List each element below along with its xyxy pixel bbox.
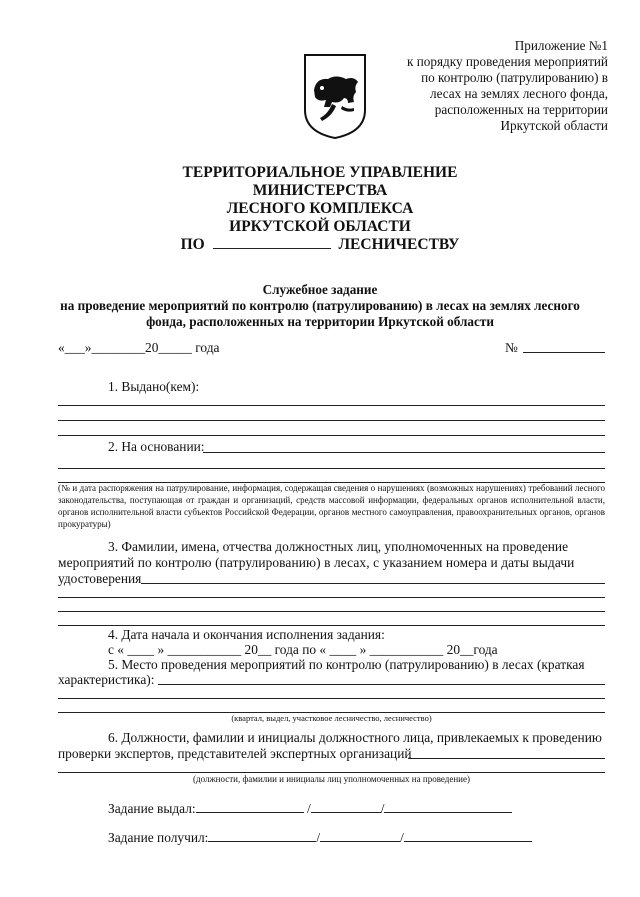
issued-by-line[interactable]: [58, 405, 605, 406]
issued-by-label: 1. Выдано(кем):: [108, 379, 200, 394]
place-line[interactable]: [58, 698, 605, 699]
heading-po: ПО: [180, 236, 205, 253]
names-text-line: удостоверения: [58, 571, 142, 586]
slash: /: [400, 830, 404, 845]
basis-note: (№ и дата распоряжения на патрулирование, информация, содержащая сведения о нарушениях (возможных нарушениях) требований лесного законодательства, поступающая от граждан и организаций, средств массовой информации, федеральных органов исполнительной власти, органов исполнительной власти субъектов Российской Федерации, органов местного самоуправления, правоохранительных органов, органов прокуратуры): [58, 483, 605, 529]
slash: /: [316, 830, 321, 845]
received-position-field[interactable]: [208, 829, 316, 842]
names-line[interactable]: [58, 611, 605, 612]
issued-name-field[interactable]: [384, 800, 512, 813]
dates-label: 4. Дата начала и окончания исполнения задания:: [108, 627, 385, 642]
document-title: [40, 282, 600, 330]
names-line[interactable]: [58, 597, 605, 598]
names-text-line: 3. Фамилии, имена, отчества должностных лиц, уполномоченных на проведение: [108, 539, 569, 554]
received-label: Задание получил:: [108, 830, 209, 845]
agency-heading: [0, 164, 640, 254]
basis-field[interactable]: [203, 452, 605, 453]
names-field[interactable]: [141, 583, 605, 584]
date-field[interactable]: «___»________20_____ года: [58, 340, 220, 355]
title-line: Служебное задание: [262, 282, 378, 297]
issued-position-field[interactable]: [196, 800, 304, 813]
received-signature-row: [108, 829, 532, 846]
number-field[interactable]: [523, 352, 605, 353]
received-signature-field[interactable]: [320, 829, 400, 842]
experts-text-line: проверки экспертов, представителей экспертных организаций: [58, 746, 412, 761]
basis-line[interactable]: [58, 468, 605, 469]
appendix-line: Приложение №1: [514, 38, 608, 53]
coat-of-arms-icon: [302, 52, 368, 140]
heading-forestry: ЛЕСНИЧЕСТВУ: [338, 236, 460, 253]
heading-line: МИНИСТЕРСТВА: [252, 182, 388, 199]
forestry-line: [0, 236, 640, 254]
issued-signature-row: [108, 800, 512, 817]
title-line: на проведение мероприятий по контролю (патрулированию) в лесах на землях лесного: [60, 298, 580, 313]
heading-line: ТЕРРИТОРИАЛЬНОЕ УПРАВЛЕНИЕ: [182, 164, 458, 181]
experts-field[interactable]: [408, 758, 605, 759]
issued-by-line[interactable]: [58, 420, 605, 421]
forestry-name-field[interactable]: [213, 236, 331, 249]
place-text-line: характеристика):: [58, 672, 155, 687]
heading-line: ИРКУТСКОЙ ОБЛАСТИ: [229, 218, 411, 235]
number-sign: [505, 340, 518, 356]
names-text-line: мероприятий по контролю (патрулированию) в лесах, с указанием номера и даты выдачи: [58, 555, 575, 570]
names-line[interactable]: [58, 625, 605, 626]
slash: /: [380, 801, 385, 816]
appendix-note: [388, 38, 608, 134]
place-note: (квартал, выдел, участковое лесничество, лесничество): [231, 713, 432, 723]
received-name-field[interactable]: [404, 829, 532, 842]
issued-by-line[interactable]: [58, 435, 605, 436]
dates-field[interactable]: с « ____ » ___________ 20__ года по « ____ » ___________ 20__года: [108, 642, 498, 657]
title-line: фонда, расположенных на территории Иркутской области: [146, 314, 494, 329]
basis-label: 2. На основании:: [108, 439, 205, 454]
place-field[interactable]: [158, 684, 605, 685]
appendix-line: по контролю (патрулированию) в: [421, 70, 608, 85]
appendix-line: к порядку проведения мероприятий: [407, 54, 608, 69]
experts-text-line: 6. Должности, фамилии и инициалы должностного лица, привлекаемых к проведению: [108, 730, 602, 745]
issued-label: Задание выдал:: [108, 801, 196, 816]
heading-line: ЛЕСНОГО КОМПЛЕКСА: [226, 200, 414, 217]
place-text-line: 5. Место проведения мероприятий по контролю (патрулированию) в лесах (краткая: [108, 657, 585, 672]
slash: /: [307, 801, 311, 816]
experts-note: (должности, фамилии и инициалы лиц уполномоченных на проведение): [193, 774, 470, 784]
number-sign-label: №: [505, 340, 518, 355]
issued-signature-field[interactable]: [311, 800, 381, 813]
appendix-line: лесах на землях лесного фонда,: [430, 86, 608, 101]
appendix-line: Иркутской области: [500, 118, 608, 133]
appendix-line: расположенных на территории: [434, 102, 608, 117]
